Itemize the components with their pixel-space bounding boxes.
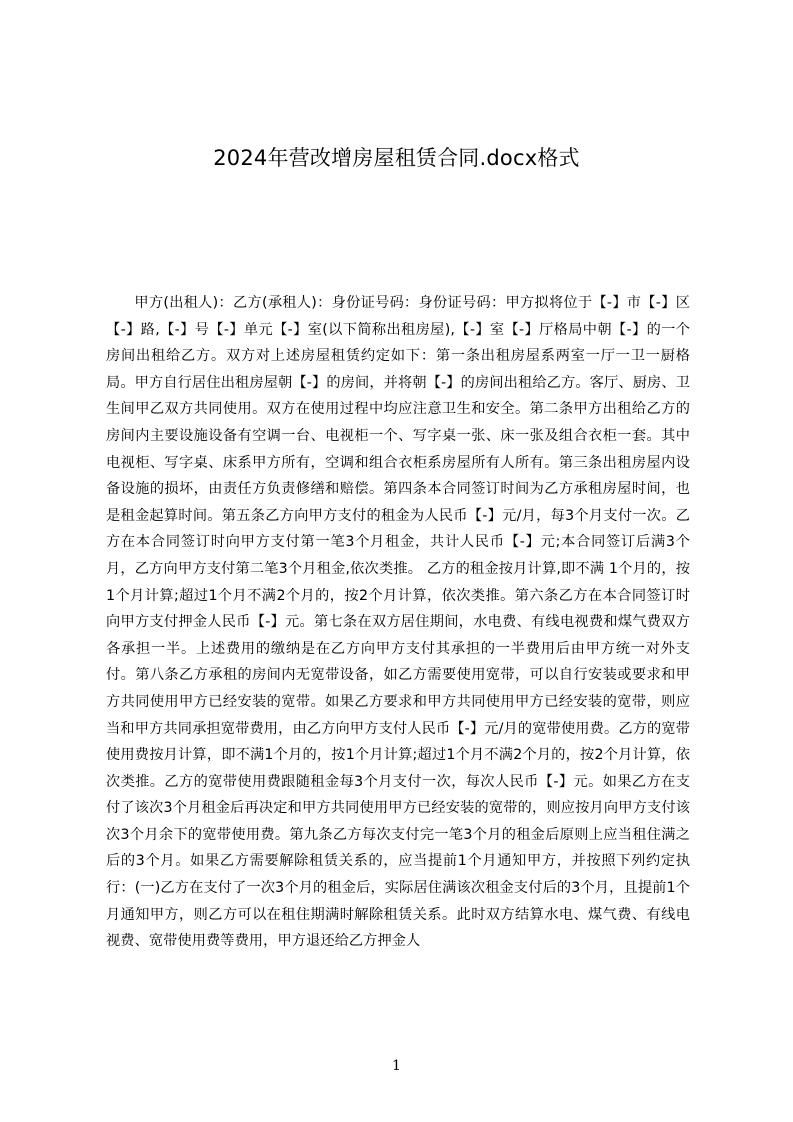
- contract-body-paragraph: 甲方(出租人)：乙方(承租人)：身份证号码：身份证号码：甲方拟将位于【-】市【-】区【-】路,【-】号【-】单元【-】室(以下简称出租房屋),【-】室【-】厅格局中朝【-】的一个房间出租给乙方。双方对上述房屋租赁约定如下：第一条出租房屋系两室一厅一卫一厨格局。甲方自行居住出租房屋朝【-】的房间，并将朝【-】的房间出租给乙方。客厅、厨房、卫生间甲乙双方共同使用。双方在使用过程中均应注意卫生和安全。第二条甲方出租给乙方的房间内主要设施设备有空调一台、电视柜一个、写字桌一张、床一张及组合衣柜一套。其中电视柜、写字桌、床系甲方所有，空调和组合衣柜系房屋所有人所有。第三条出租房屋内设备设施的损坏，由责任方负责修缮和赔偿。第四条本合同签订时间为乙方承租房屋时间，也是租金起算时间。第五条乙方向甲方支付的租金为人民币【-】元/月，每3个月支付一次。乙方在本合同签订时向甲方支付第一笔3个月租金，共计人民币【-】元;本合同签订后满3个月，乙方向甲方支付第二笔3个月租金,依次类推。 乙方的租金按月计算,即不满 1个月的，按1个月计算;超过1个月不满2个月的，按2个月计算，依次类推。第六条乙方在本合同签订时向甲方支付押金人民币【-】元。第七条在双方居住期间，水电费、有线电视费和煤气费双方各承担一半。上述费用的缴纳是在乙方向甲方支付其承担的一半费用后由甲方统一对外支付。第八条乙方承租的房间内无宽带设备，如乙方需要使用宽带，可以自行安装或要求和甲方共同使用甲方已经安装的宽带。如果乙方要求和甲方共同使用甲方已经安装的宽带，则应当和甲方共同承担宽带费用，由乙方向甲方支付人民币【-】元/月的宽带使用费。乙方的宽带使用费按月计算，即不满1个月的，按1个月计算;超过1个月不满2个月的，按2个月计算，依次类推。乙方的宽带使用费跟随租金每3个月支付一次，每次人民币【-】元。如果乙方在支付了该次3个月租金后再决定和甲方共同使用甲方已经安装的宽带的，则应按月向甲方支付该次3个月余下的宽带使用费。第九条乙方每次支付完一笔3个月的租金后原则上应当租住满之后的3个月。如果乙方需要解除租赁关系的，应当提前1个月通知甲方，并按照下列约定执行：(一)乙方在支付了一次3个月的租金后，实际居住满该次租金支付后的3个月，且提前1个月通知甲方，则乙方可以在租住期满时解除租赁关系。此时双方结算水电、煤气费、有线电视费、宽带使用费等费用，甲方退还给乙方押金人: [106, 295, 690, 950]
- document-title: 2024年营改增房屋租赁合同.docx格式: [213, 146, 580, 170]
- page-number: 1: [392, 1058, 401, 1074]
